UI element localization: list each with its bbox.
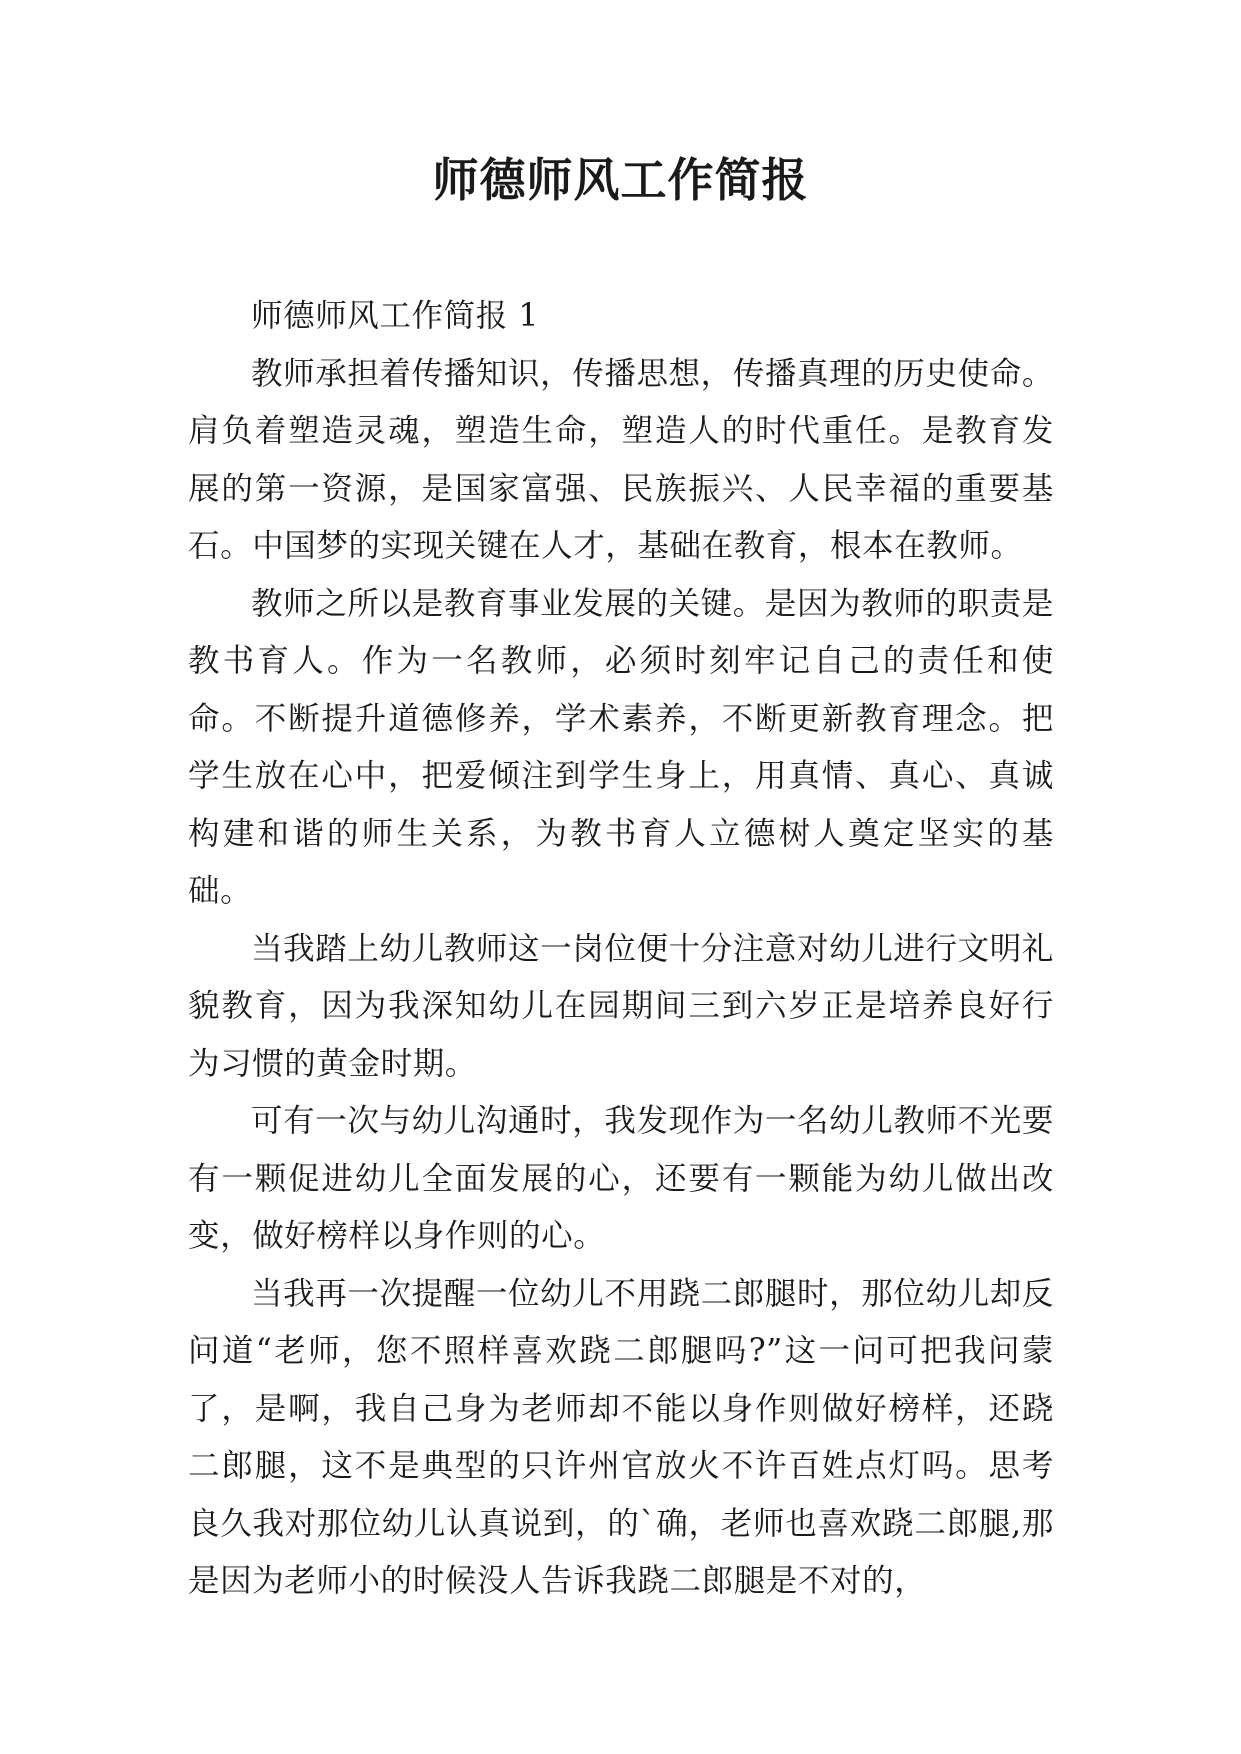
document-body — [188, 288, 1054, 1611]
paragraph-2: 教师之所以是教育事业发展的关键。是因为教师的职责是教书育人。作为一名教师，必须时刻牢记自己的责任和使命。不断提升道德修养，学术素养，不断更新教育理念。把学生放在心中，把爱倾注到学生身上，用真情、真心、真诚构建和谐的师生关系，为教书育人立德树人奠定坚实的基础。 — [188, 585, 1054, 909]
document-title: 师德师风工作简报 — [432, 153, 809, 207]
paragraph-4: 可有一次与幼儿沟通时，我发现作为一名幼儿教师不光要有一颗促进幼儿全面发展的心，还要有一颗能为幼儿做出改变，做好榜样以身作则的心。 — [188, 1103, 1054, 1254]
paragraph-1: 教师承担着传播知识，传播思想，传播真理的历史使命。肩负着塑造灵魂，塑造生命，塑造人的时代重任。是教育发展的第一资源，是国家富强、民族振兴、人民幸福的重要基石。中国梦的实现关键在人才，基础在教育，根本在教师。 — [188, 355, 1054, 564]
paragraph-5: 当我再一次提醒一位幼儿不用跷二郎腿时，那位幼儿却反问道“老师，您不照样喜欢跷二郎腿吗?”这一问可把我问蒙了，是啊，我自己身为老师却不能以身作则做好榜样，还跷二郎腿，这不是典型的只许州官放火不许百姓点灯吗。思考良久我对那位幼儿认真说到，的`确，老师也喜欢跷二郎腿,那是因为老师小的时候没人告诉我跷二郎腿是不对的， — [188, 1275, 1054, 1599]
section-heading: 师德师风工作简报 1 — [251, 298, 540, 334]
paragraph-3: 当我踏上幼儿教师这一岗位便十分注意对幼儿进行文明礼貌教育，因为我深知幼儿在园期间三到六岁正是培养良好行为习惯的黄金时期。 — [188, 930, 1054, 1082]
